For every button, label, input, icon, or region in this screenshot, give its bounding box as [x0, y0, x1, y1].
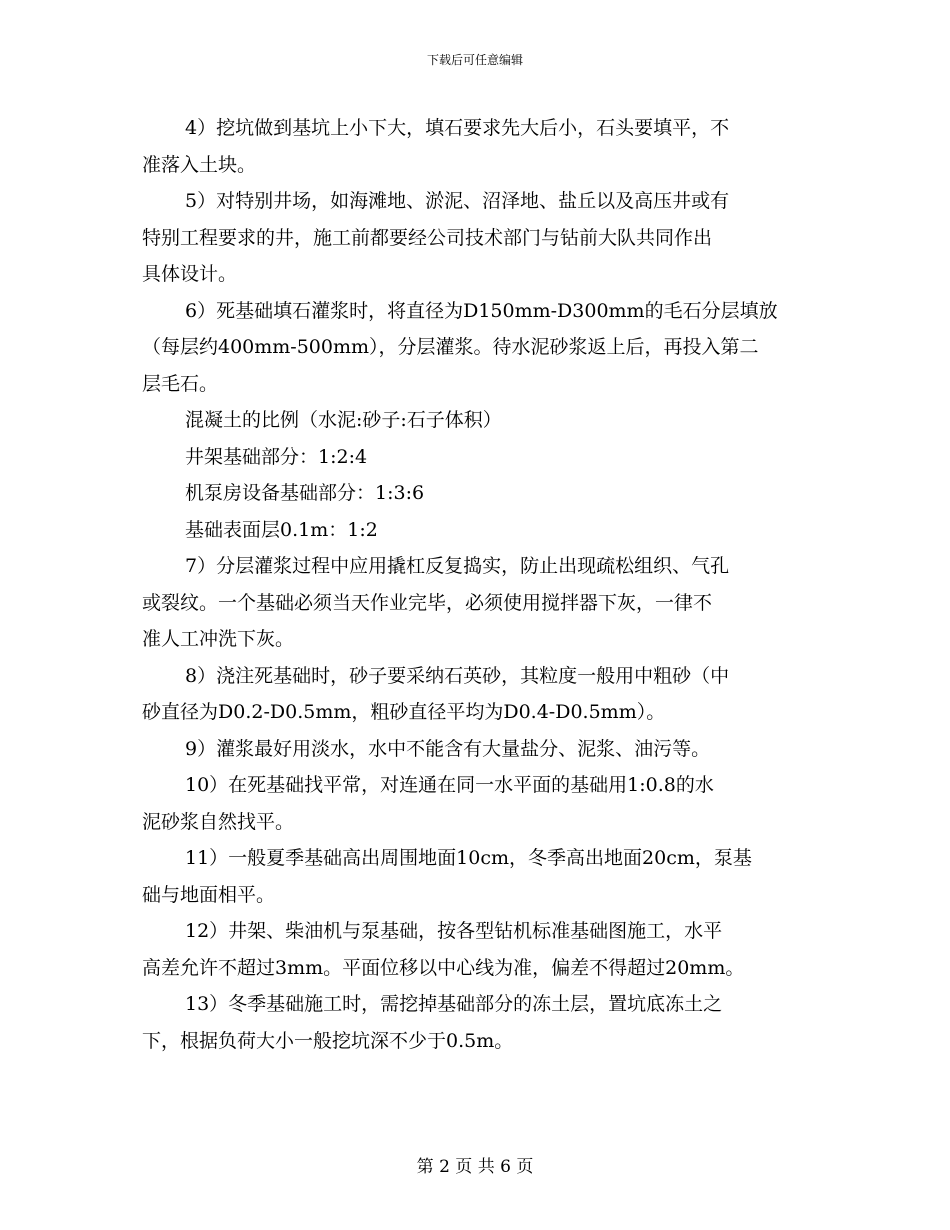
- text-line: 具体设计。: [142, 263, 238, 285]
- text-line: 13）冬季基础施工时，需挖掉基础部分的冻土层，置坑底冻土之: [185, 993, 723, 1015]
- text-line: 4）挖坑做到基坑上小下大，填石要求先大后小，石头要填平，不: [185, 117, 730, 139]
- text-line: 井架基础部分：1:2:4: [185, 445, 368, 468]
- text-line: 11）一般夏季基础高出周围地面10cm，冬季高出地面20cm，泵基: [185, 847, 752, 869]
- page-header: 下载后可任意编辑: [426, 53, 523, 67]
- text-line: 10）在死基础找平常，对连通在同一水平面的基础用1:0.8的水: [185, 774, 714, 796]
- text-line: 或裂纹。一个基础必须当天作业完毕，必须使用搅拌器下灰，一律不: [142, 591, 713, 614]
- text-line: 层毛石。: [142, 372, 219, 395]
- text-line: 特别工程要求的井，施工前都要经公司技术部门与钻前大队共同作出: [142, 226, 713, 249]
- text-line: 12）井架、柴油机与泵基础，按各型钻机标准基础图施工，水平: [185, 920, 723, 942]
- text-line: 5）对特别井场，如海滩地、淤泥、沼泽地、盐丘以及高压井或有: [185, 190, 730, 212]
- text-line: 基础表面层0.1m：1:2: [185, 518, 378, 541]
- text-line: 下，根据负荷大小一般挖坑深不少于0.5m。: [142, 1029, 514, 1052]
- text-line: 6）死基础填石灌浆时，将直径为D150mm-D300mm的毛石分层填放: [185, 299, 778, 322]
- text-line: 准人工冲洗下灰。: [142, 628, 295, 650]
- text-line: 9）灌浆最好用淡水，水中不能含有大量盐分、泥浆、油污等。: [185, 737, 711, 760]
- text-line: （每层约400mm-500mm），分层灌浆。待水泥砂浆返上后，再投入第二: [142, 336, 759, 358]
- text-line: 砂直径为D0.2-D0.5mm，粗砂直径平均为D0.4-D0.5mm）。: [142, 701, 666, 723]
- text-line: 机泵房设备基础部分：1:3:6: [185, 482, 425, 504]
- document-body: [142, 110, 808, 1059]
- page-footer: 第 2 页 共 6 页: [416, 1157, 534, 1177]
- text-line: 准落入土块。: [142, 153, 257, 176]
- text-line: 混凝土的比例（水泥:砂子:石子体积）: [185, 409, 502, 431]
- text-line: 8）浇注死基础时，砂子要采纳石英砂，其粒度一般用中粗砂（中: [185, 664, 730, 687]
- text-line: 7）分层灌浆过程中应用撬杠反复捣实，防止出现疏松组织、气孔: [185, 555, 730, 577]
- text-line: 泥砂浆自然找平。: [142, 810, 295, 833]
- text-line: 高差允许不超过3mm。平面位移以中心线为准，偏差不得超过20mm。: [142, 956, 745, 979]
- text-line: 础与地面相平。: [142, 883, 276, 906]
